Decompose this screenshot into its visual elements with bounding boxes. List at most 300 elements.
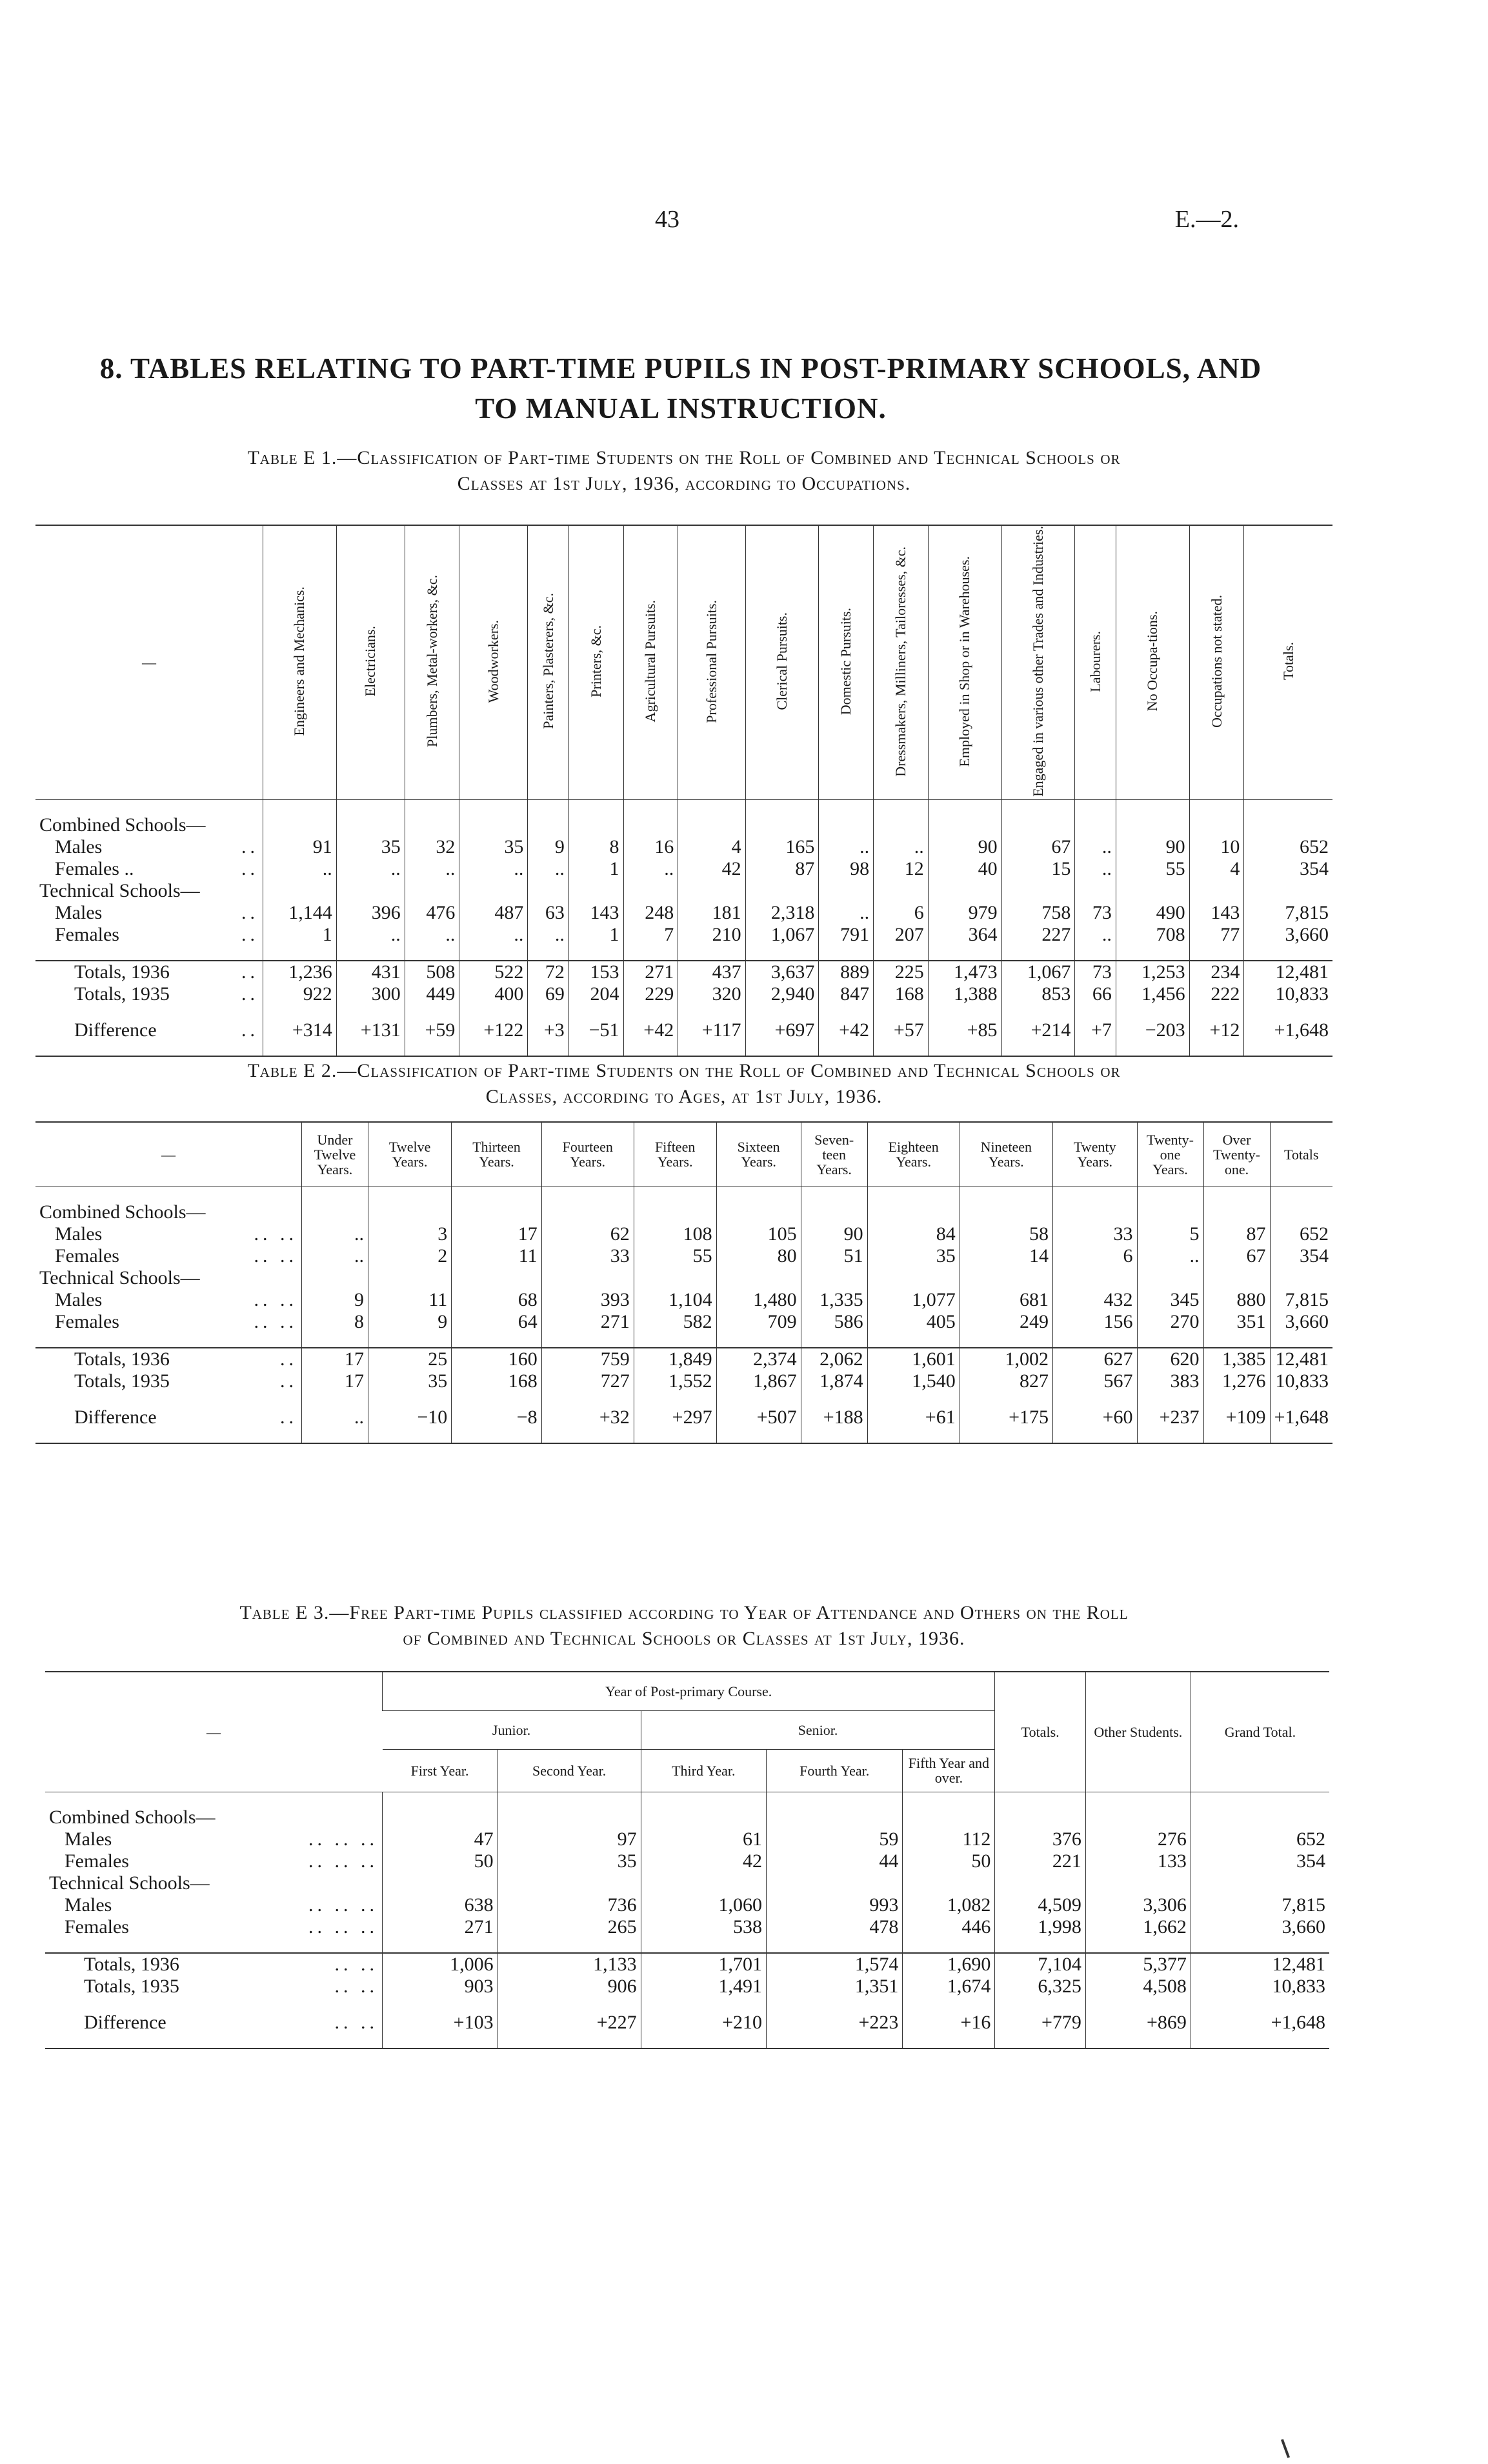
- table-cell: 64: [452, 1311, 541, 1333]
- table-cell: +109: [1203, 1407, 1270, 1428]
- col-header: Totals.: [1244, 525, 1332, 799]
- table-cell: [903, 2034, 995, 2048]
- table-cell: 2,062: [801, 1348, 867, 1370]
- table-cell: 1,133: [498, 1953, 641, 1976]
- table-cell: [995, 1998, 1085, 2012]
- table-cell: 271: [383, 1916, 498, 1938]
- table-cell: [452, 1187, 541, 1201]
- table-cell: 68: [452, 1289, 541, 1311]
- col-header: Under Twelve Years.: [302, 1122, 368, 1187]
- table-cell: [336, 946, 405, 961]
- table-cell: [1116, 814, 1189, 836]
- table-cell: [716, 1333, 801, 1348]
- table-cell: [623, 880, 678, 902]
- table-cell: [383, 1998, 498, 2012]
- table-cell: ..: [528, 924, 569, 946]
- table-cell: [867, 1333, 960, 1348]
- table-cell: [459, 1041, 528, 1056]
- table-e2-caption: [35, 1058, 1332, 1110]
- table-cell: [745, 799, 819, 814]
- spacer-row: [35, 799, 1332, 814]
- table-cell: 1,998: [995, 1916, 1085, 1938]
- table-cell: [1244, 1041, 1332, 1056]
- table-cell: 35: [867, 1245, 960, 1267]
- table-cell: 42: [641, 1850, 766, 1872]
- table-cell: 1,874: [801, 1370, 867, 1392]
- table-e1-body: [35, 799, 1332, 1056]
- table-cell: [568, 946, 623, 961]
- table-cell: [995, 1807, 1085, 1828]
- table-cell: 432: [1052, 1289, 1137, 1311]
- table-cell: [745, 814, 819, 836]
- table-cell: [801, 1201, 867, 1223]
- table-cell: 1: [568, 924, 623, 946]
- row-label: Females .. .. ..: [65, 1850, 378, 1872]
- table-cell: [1116, 946, 1189, 961]
- table-e3-stub-header: —: [206, 1723, 221, 1740]
- table-cell: 853: [1001, 983, 1075, 1005]
- table-cell: [903, 1998, 995, 2012]
- table-cell: [874, 880, 929, 902]
- group-label: Technical Schools—: [39, 1267, 200, 1288]
- group-label: Technical Schools—: [49, 1872, 210, 1894]
- table-cell: 889: [819, 961, 874, 983]
- table-cell: 32: [405, 836, 459, 858]
- table-cell: [541, 1428, 634, 1443]
- table-cell: [1137, 1428, 1203, 1443]
- table-cell: [960, 1392, 1052, 1407]
- table-cell: [867, 1392, 960, 1407]
- table-cell: 207: [874, 924, 929, 946]
- table-cell: [1203, 1187, 1270, 1201]
- table-cell: 7,815: [1191, 1894, 1329, 1916]
- table-cell: [903, 1792, 995, 1807]
- col-header: Third Year.: [641, 1749, 766, 1792]
- col-header: Fifth Year and over.: [903, 1749, 995, 1792]
- table-cell: 638: [383, 1894, 498, 1916]
- spacer-row: [35, 1187, 1332, 1201]
- table-cell: −51: [568, 1019, 623, 1041]
- table-cell: 880: [1203, 1289, 1270, 1311]
- table-cell: [1085, 1872, 1191, 1894]
- table-cell: [1075, 880, 1116, 902]
- table-cell: [368, 1333, 452, 1348]
- table-cell: +16: [903, 2012, 995, 2034]
- table-e3-caption-line-2: of Combined and Technical Schools or Classes at 1st July, 1936.: [403, 1628, 965, 1649]
- table-cell: 248: [623, 902, 678, 924]
- table-cell: 709: [716, 1311, 801, 1333]
- table-cell: [995, 1938, 1085, 1953]
- table-cell: +507: [716, 1407, 801, 1428]
- col-header: Printers, &c.: [568, 525, 623, 799]
- table-cell: 2,318: [745, 902, 819, 924]
- row-label: Males ..: [55, 836, 259, 857]
- table-cell: [801, 1333, 867, 1348]
- col-header: First Year.: [410, 1762, 469, 1779]
- table-cell: 108: [634, 1223, 716, 1245]
- table-cell: [528, 814, 569, 836]
- table-e1-caption-line-1: Table E 1.—Classification of Part-time Students on the Roll of Combined and Technical Schools or: [247, 447, 1121, 468]
- col-header: Labourers.: [1075, 525, 1116, 799]
- spacer-row: [35, 946, 1332, 961]
- col-header: Agricultural Pursuits.: [623, 525, 678, 799]
- table-cell: [1191, 1807, 1329, 1828]
- row-label: Totals, 1936 ..: [35, 1348, 302, 1370]
- spacer-row: [45, 1998, 1329, 2012]
- table-cell: 58: [960, 1223, 1052, 1245]
- table-cell: [405, 880, 459, 902]
- table-cell: [1052, 1187, 1137, 1201]
- table-cell: [867, 1187, 960, 1201]
- table-cell: 681: [960, 1289, 1052, 1311]
- table-cell: 265: [498, 1916, 641, 1938]
- table-cell: [819, 1005, 874, 1019]
- table-cell: 44: [766, 1850, 902, 1872]
- table-cell: [960, 1187, 1052, 1201]
- table-cell: 3: [368, 1223, 452, 1245]
- table-cell: [641, 1938, 766, 1953]
- table-cell: ..: [1137, 1245, 1203, 1267]
- table-cell: +314: [263, 1019, 337, 1041]
- table-cell: [745, 946, 819, 961]
- table-cell: +7: [1075, 1019, 1116, 1041]
- table-cell: 222: [1189, 983, 1244, 1005]
- table-cell: [867, 1201, 960, 1223]
- table-cell: [1137, 1333, 1203, 1348]
- table-cell: 80: [716, 1245, 801, 1267]
- table-cell: [1085, 1938, 1191, 1953]
- col-header: Woodworkers.: [459, 525, 528, 799]
- table-cell: 87: [1203, 1223, 1270, 1245]
- table-cell: +214: [1001, 1019, 1075, 1041]
- table-e1-caption: [35, 445, 1332, 497]
- table-cell: [1116, 1041, 1189, 1056]
- table-e3-caption: [35, 1600, 1332, 1652]
- table-cell: [903, 1938, 995, 1953]
- col-header: Totals: [1270, 1122, 1332, 1187]
- spacer-row: [45, 1792, 1329, 1807]
- table-cell: [766, 1872, 902, 1894]
- table-cell: 1,849: [634, 1348, 716, 1370]
- table-cell: [1191, 2034, 1329, 2048]
- col-header: Dressmakers, Milliners, Tailoresses, &c.: [874, 525, 929, 799]
- table-cell: 1,067: [745, 924, 819, 946]
- table-cell: [1270, 1392, 1332, 1407]
- table-cell: [263, 799, 337, 814]
- table-cell: [960, 1267, 1052, 1289]
- col-header: No Occupa-tions.: [1116, 525, 1189, 799]
- table-cell: +227: [498, 2012, 641, 2034]
- table-cell: [928, 799, 1001, 814]
- table-cell: [1189, 880, 1244, 902]
- table-cell: 1,473: [928, 961, 1001, 983]
- table-cell: 204: [568, 983, 623, 1005]
- table-cell: 405: [867, 1311, 960, 1333]
- table-cell: +117: [678, 1019, 745, 1041]
- table-cell: [405, 946, 459, 961]
- table-cell: [641, 2034, 766, 2048]
- table-cell: 153: [568, 961, 623, 983]
- table-cell: [541, 1267, 634, 1289]
- table-cell: 354: [1270, 1245, 1332, 1267]
- table-cell: [1075, 799, 1116, 814]
- table-cell: ..: [1075, 836, 1116, 858]
- col-header: Twelve Years.: [368, 1122, 452, 1187]
- table-cell: +869: [1085, 2012, 1191, 2034]
- table-e3-caption-line-1: Table E 3.—Free Part-time Pupils classified according to Year of Attendance and Others on the Roll: [239, 1602, 1129, 1623]
- table-cell: [874, 814, 929, 836]
- table-cell: [745, 1005, 819, 1019]
- table-cell: [928, 946, 1001, 961]
- table-cell: 69: [528, 983, 569, 1005]
- table-cell: 1: [263, 924, 337, 946]
- table-cell: [302, 1267, 368, 1289]
- year-of-course-header: Year of Post-primary Course.: [383, 1672, 995, 1710]
- row-label: Females ..: [55, 923, 259, 945]
- table-row: [35, 1407, 1332, 1428]
- table-cell: [568, 799, 623, 814]
- table-cell: 55: [634, 1245, 716, 1267]
- table-cell: 67: [1203, 1245, 1270, 1267]
- table-cell: +697: [745, 1019, 819, 1041]
- table-cell: 105: [716, 1223, 801, 1245]
- table-cell: [745, 1041, 819, 1056]
- table-cell: [1189, 1005, 1244, 1019]
- table-cell: 33: [541, 1245, 634, 1267]
- group-label: Technical Schools—: [39, 879, 200, 901]
- table-cell: [541, 1333, 634, 1348]
- table-cell: +103: [383, 2012, 498, 2034]
- table-cell: 67: [1001, 836, 1075, 858]
- table-cell: 9: [368, 1311, 452, 1333]
- table-cell: [641, 1998, 766, 2012]
- table-cell: 97: [498, 1828, 641, 1850]
- table-cell: [336, 1005, 405, 1019]
- table-cell: +57: [874, 1019, 929, 1041]
- grand-total-header: Grand Total.: [1191, 1672, 1329, 1792]
- table-cell: 1,867: [716, 1370, 801, 1392]
- group-row: [45, 1807, 1329, 1828]
- col-header: Fourteen Years.: [541, 1122, 634, 1187]
- table-cell: [368, 1428, 452, 1443]
- table-cell: +237: [1137, 1407, 1203, 1428]
- col-header: Employed in Shop or in Warehouses.: [928, 525, 1001, 799]
- table-cell: [1052, 1428, 1137, 1443]
- table-cell: [1137, 1267, 1203, 1289]
- table-cell: [405, 799, 459, 814]
- senior-header: Senior.: [641, 1710, 995, 1749]
- table-cell: [874, 799, 929, 814]
- table-cell: [928, 1005, 1001, 1019]
- table-cell: 4,508: [1085, 1976, 1191, 1998]
- table-cell: 508: [405, 961, 459, 983]
- table-cell: 320: [678, 983, 745, 1005]
- table-cell: 1,385: [1203, 1348, 1270, 1370]
- table-cell: [1001, 946, 1075, 961]
- table-cell: [960, 1201, 1052, 1223]
- table-cell: 400: [459, 983, 528, 1005]
- table-cell: [528, 880, 569, 902]
- table-cell: [405, 1041, 459, 1056]
- row-label: Totals, 1935 .. ..: [84, 1975, 378, 1997]
- table-cell: 143: [568, 902, 623, 924]
- table-cell: +60: [1052, 1407, 1137, 1428]
- table-cell: [383, 2034, 498, 2048]
- table-cell: 758: [1001, 902, 1075, 924]
- table-cell: ..: [336, 924, 405, 946]
- table-cell: +223: [766, 2012, 902, 2034]
- table-cell: [928, 814, 1001, 836]
- table-row: [35, 1370, 1332, 1392]
- table-cell: 847: [819, 983, 874, 1005]
- row-label: Males .. ..: [55, 1223, 297, 1245]
- table-cell: [716, 1187, 801, 1201]
- table-cell: [678, 1041, 745, 1056]
- group-row: [45, 1872, 1329, 1894]
- table-cell: [541, 1201, 634, 1223]
- table-cell: +175: [960, 1407, 1052, 1428]
- table-cell: 1: [568, 858, 623, 880]
- row-label: Totals, 1936 .. ..: [45, 1953, 383, 1976]
- table-cell: 1,006: [383, 1953, 498, 1976]
- table-cell: 168: [874, 983, 929, 1005]
- spacer-row: [35, 1392, 1332, 1407]
- table-cell: 1,351: [766, 1976, 902, 1998]
- table-cell: 5,377: [1085, 1953, 1191, 1976]
- col-header: Fifteen Years.: [634, 1122, 716, 1187]
- table-cell: 249: [960, 1311, 1052, 1333]
- table-cell: [1116, 799, 1189, 814]
- table-cell: [1189, 1041, 1244, 1056]
- table-cell: 1,480: [716, 1289, 801, 1311]
- row-label: Males .. .. ..: [65, 1894, 378, 1916]
- table-cell: [1244, 946, 1332, 961]
- table-cell: [874, 1041, 929, 1056]
- table-cell: [383, 1938, 498, 1953]
- table-cell: [634, 1392, 716, 1407]
- table-cell: [641, 1792, 766, 1807]
- table-cell: 90: [928, 836, 1001, 858]
- table-cell: 490: [1116, 902, 1189, 924]
- table-cell: 3,660: [1244, 924, 1332, 946]
- table-cell: [874, 1005, 929, 1019]
- table-cell: 90: [801, 1223, 867, 1245]
- table-cell: [336, 1041, 405, 1056]
- table-cell: 59: [766, 1828, 902, 1850]
- table-cell: [452, 1267, 541, 1289]
- table-cell: [452, 1428, 541, 1443]
- table-cell: 14: [960, 1245, 1052, 1267]
- table-cell: 210: [678, 924, 745, 946]
- table-cell: 446: [903, 1916, 995, 1938]
- section-title-line-2: TO MANUAL INSTRUCTION.: [475, 392, 887, 425]
- table-cell: [634, 1201, 716, 1223]
- table-cell: −8: [452, 1407, 541, 1428]
- table-cell: [336, 880, 405, 902]
- table-cell: 727: [541, 1370, 634, 1392]
- table-cell: 2,374: [716, 1348, 801, 1370]
- table-cell: 6: [1052, 1245, 1137, 1267]
- table-cell: [801, 1428, 867, 1443]
- table-cell: [819, 814, 874, 836]
- col-header: Over Twenty-one.: [1203, 1122, 1270, 1187]
- table-cell: [1203, 1267, 1270, 1289]
- table-cell: [1203, 1201, 1270, 1223]
- table-cell: 3,637: [745, 961, 819, 983]
- row-label: Females .. ..: [55, 1310, 297, 1332]
- table-cell: 12,481: [1244, 961, 1332, 983]
- junior-header: Junior.: [383, 1710, 641, 1749]
- table-cell: [452, 1201, 541, 1223]
- table-cell: +1,648: [1270, 1407, 1332, 1428]
- table-cell: [568, 880, 623, 902]
- table-cell: 51: [801, 1245, 867, 1267]
- table-row: [45, 1828, 1329, 1850]
- table-row: [35, 1019, 1332, 1041]
- table-cell: [766, 2034, 902, 2048]
- col-header: Seven-teen Years.: [801, 1122, 867, 1187]
- table-cell: 449: [405, 983, 459, 1005]
- table-cell: 271: [623, 961, 678, 983]
- table-cell: 522: [459, 961, 528, 983]
- col-header: Second Year.: [498, 1749, 641, 1792]
- col-header: Electricians.: [336, 525, 405, 799]
- table-cell: +188: [801, 1407, 867, 1428]
- totals-header: Totals.: [995, 1672, 1085, 1792]
- table-cell: [368, 1392, 452, 1407]
- table-cell: −10: [368, 1407, 452, 1428]
- table-cell: 10,833: [1244, 983, 1332, 1005]
- table-cell: 6: [874, 902, 929, 924]
- table-cell: [1075, 1041, 1116, 1056]
- row-label: Females .. .. ..: [65, 1916, 378, 1938]
- table-cell: [368, 1201, 452, 1223]
- table-cell: 627: [1052, 1348, 1137, 1370]
- table-cell: [383, 1792, 498, 1807]
- table-cell: [459, 1005, 528, 1019]
- table-cell: 759: [541, 1348, 634, 1370]
- table-row: [35, 924, 1332, 946]
- table-cell: ..: [1075, 858, 1116, 880]
- other-students-header: Other Students.: [1085, 1672, 1191, 1792]
- table-cell: [1137, 1201, 1203, 1223]
- table-cell: [1189, 814, 1244, 836]
- group-row: [35, 880, 1332, 902]
- table-cell: [1191, 1938, 1329, 1953]
- table-cell: [528, 946, 569, 961]
- table-cell: ..: [302, 1245, 368, 1267]
- table-cell: [1244, 799, 1332, 814]
- table-cell: [263, 814, 337, 836]
- table-cell: ..: [405, 924, 459, 946]
- table-cell: 35: [498, 1850, 641, 1872]
- table-cell: 72: [528, 961, 569, 983]
- table-cell: +12: [1189, 1019, 1244, 1041]
- table-cell: 276: [1085, 1828, 1191, 1850]
- row-label: Males .. .. ..: [65, 1828, 378, 1850]
- table-cell: [498, 1998, 641, 2012]
- table-cell: 345: [1137, 1289, 1203, 1311]
- table-cell: [368, 1187, 452, 1201]
- table-e2-caption-line-1: Table E 2.—Classification of Part-time Students on the Roll of Combined and Technical Schools or: [247, 1060, 1121, 1081]
- table-cell: 234: [1189, 961, 1244, 983]
- table-cell: [383, 1872, 498, 1894]
- table-cell: 3,660: [1270, 1311, 1332, 1333]
- table-cell: [1052, 1267, 1137, 1289]
- table-cell: [995, 1792, 1085, 1807]
- table-cell: 168: [452, 1370, 541, 1392]
- table-cell: [302, 1392, 368, 1407]
